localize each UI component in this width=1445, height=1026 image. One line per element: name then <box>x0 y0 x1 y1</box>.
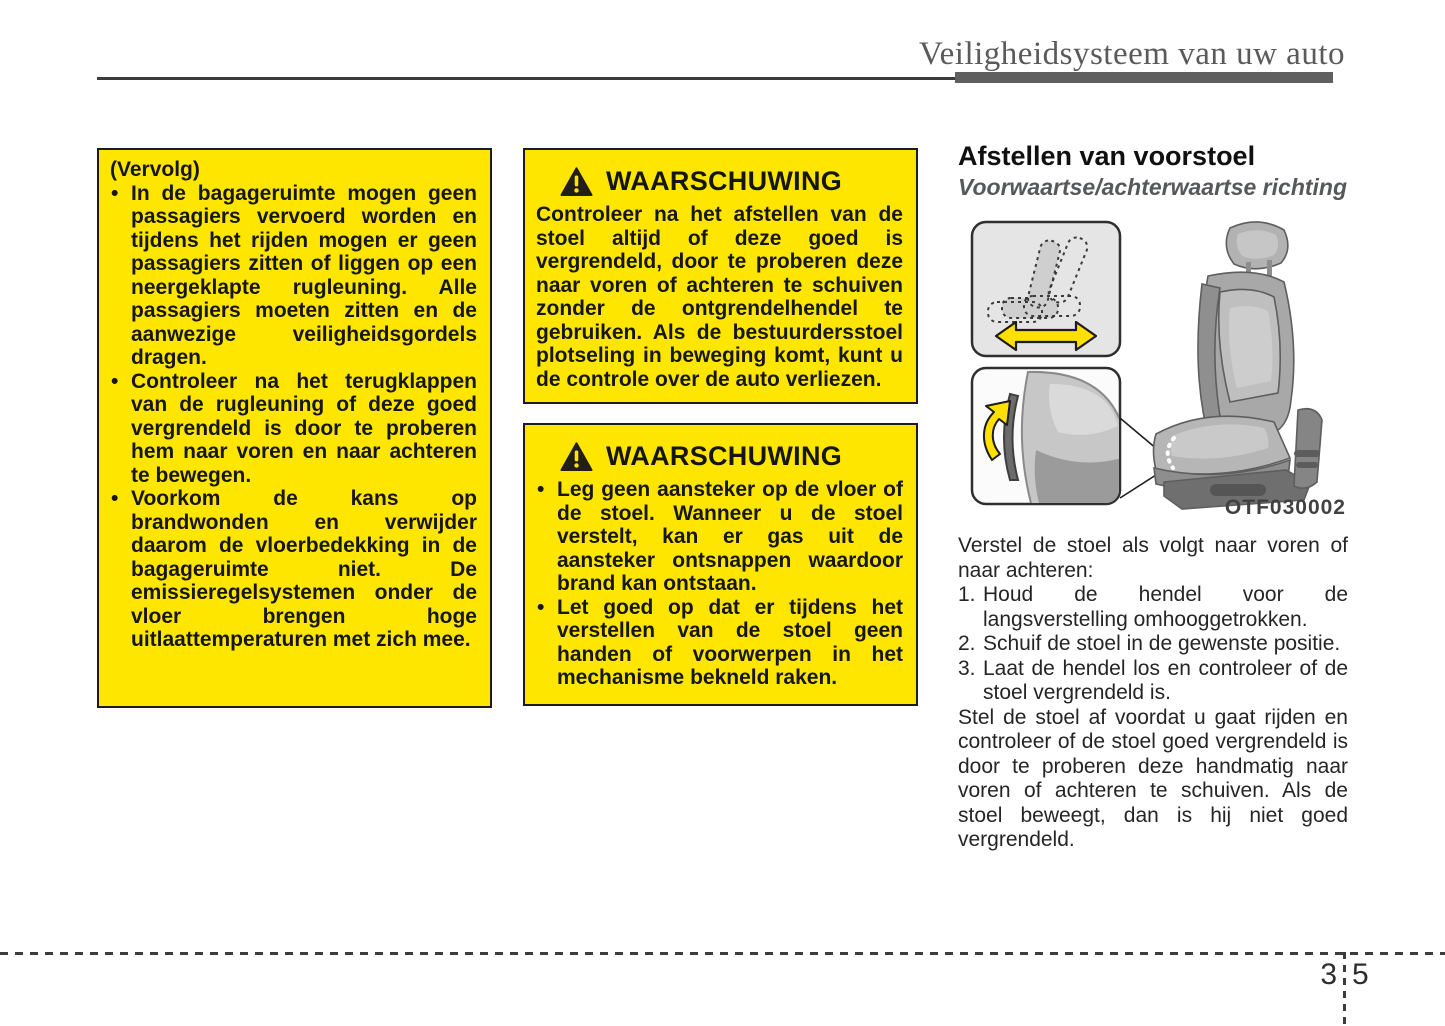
figure-caption: OTF030002 <box>1224 496 1346 519</box>
page-number: 5 <box>1352 958 1369 991</box>
list-item: • Controleer na het terugklappen van de rugleuning of deze goed vergrendeld is door te proberen hem naar voren en naar achteren te bewegen. <box>110 370 477 488</box>
footer-dashed-divider <box>1343 952 1346 1026</box>
step-number: 3. <box>958 656 976 680</box>
list-item <box>958 657 1348 706</box>
lever-inset <box>972 368 1124 507</box>
section-subheading: Voorwaartse/achterwaartse richting <box>958 174 1348 200</box>
warning-header <box>560 441 903 472</box>
seat-slide-inset <box>972 222 1120 356</box>
warning-box-seat-lock <box>523 148 918 404</box>
page-header-title: Veiligheidsysteem van uw auto <box>918 36 1345 72</box>
continuation-warning-box <box>97 148 492 708</box>
outro-paragraph: Stel de stoel af voordat u gaat rijden en controleer of de stoel goed vergrendeld is door te proberen deze handmatig naar voren of achteren te schuiven. Als de stoel beweegt, dan is hij niet goed vergrendeld. <box>958 705 1348 851</box>
front-seat-drawing <box>1154 222 1323 509</box>
header-rule-thin <box>97 77 957 80</box>
warning-triangle-icon <box>560 442 593 472</box>
warning-body-text: Controleer na het afstellen van de stoel altijd of deze goed is vergrendeld, door te proberen deze naar voren of achteren te schuiven zonder de ontgrendelhendel te gebruiken. Als de bestuurdersstoel plotseling in beweging komt, kunt u de controle over de auto verliezen. <box>536 203 903 391</box>
chapter-number: 3 <box>1320 958 1337 991</box>
step-number: 1. <box>958 583 976 606</box>
warning-bullet-list <box>536 478 903 690</box>
section-body <box>958 534 1348 853</box>
continuation-title: (Vervolg) <box>110 158 200 181</box>
warning-header <box>560 166 903 197</box>
seat-adjustment-figure <box>958 212 1348 530</box>
intro-paragraph: Verstel de stoel als volgt naar voren of naar achteren: <box>958 534 1348 582</box>
list-item: • Leg geen aansteker op de vloer of de stoel. Wanneer u de stoel verstelt, kan er gas uit de aansteker ontsnappen waardoor brand kan ontstaan. <box>536 478 903 596</box>
list-item: • In de bagageruimte mogen geen passagiers vervoerd worden en tijdens het rijden mogen er geen passagiers zitten of liggen op een neergeklapte rugleuning. Alle passagiers moeten zitten en de aanwezige veiligheidsgordels dragen. <box>110 182 477 370</box>
step-text: Laat de hendel los en controleer of de stoel vergrendeld is. <box>983 656 1348 704</box>
warning-box-lighter <box>523 423 918 706</box>
header-rule-thick <box>955 72 1333 83</box>
list-item: • Voorkom de kans op brandwonden en verwijder daarom de vloerbedekking in de bagageruimte niet. De emissieregelsystemen onder de vloer brengen hoge uitlaattemperaturen met zich mee. <box>110 487 477 652</box>
list-item: • Let goed op dat er tijdens het verstellen van de stoel geen handen of voorwerpen in het mechanisme bekneld raken. <box>536 596 903 690</box>
step-number: 2. <box>958 632 976 655</box>
warning-triangle-icon <box>560 167 593 197</box>
section-heading: Afstellen van voorstoel <box>958 141 1256 171</box>
warning-title: WAARSCHUWING <box>606 441 843 471</box>
list-item <box>958 583 1348 632</box>
footer-dashed-rule <box>0 952 1445 955</box>
step-text: Houd de hendel voor de langsverstelling omhooggetrokken. <box>983 583 1348 631</box>
continuation-bullet-list <box>110 182 477 652</box>
seat-illustration <box>958 212 1348 512</box>
list-item <box>958 632 1348 657</box>
step-text: Schuif de stoel in de gewenste positie. <box>983 632 1341 655</box>
warning-title: WAARSCHUWING <box>606 166 843 196</box>
